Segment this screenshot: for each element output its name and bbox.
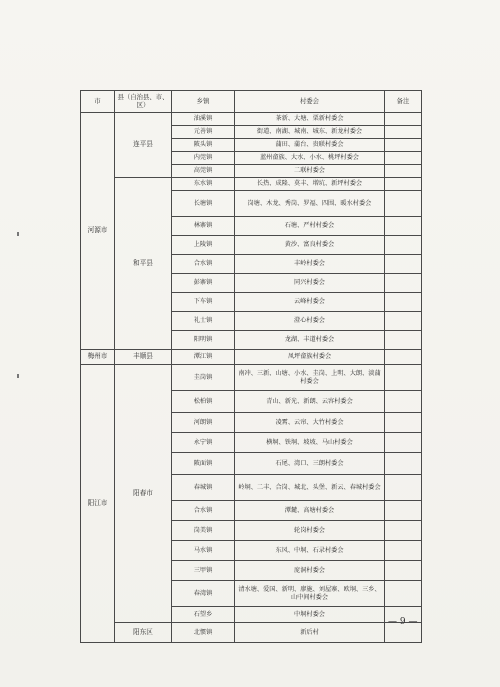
town-cell: 石望乡 (172, 607, 235, 623)
village-committee-cell: 丰岭村委会 (235, 255, 385, 274)
town-cell: 陂面镇 (172, 453, 235, 475)
table-body (81, 113, 422, 643)
town-cell: 东水镇 (172, 178, 235, 191)
remarks-cell (385, 139, 422, 152)
remarks-cell (385, 178, 422, 191)
village-committee-cell: 东风、中垌、石录村委会 (235, 541, 385, 561)
remarks-cell (385, 236, 422, 255)
remarks-cell (385, 191, 422, 217)
town-cell: 礼士镇 (172, 312, 235, 331)
city-cell: 梅州市 (81, 350, 115, 365)
county-cell: 和平县 (115, 178, 172, 350)
village-committee-cell: 凤坪畲族村委会 (235, 350, 385, 365)
village-committee-cell: 蒲田、蒲台、贵联村委会 (235, 139, 385, 152)
town-cell: 元善镇 (172, 126, 235, 139)
remarks-cell (385, 453, 422, 475)
remarks-cell (385, 165, 422, 178)
remarks-cell (385, 391, 422, 413)
county-cell: 丰顺县 (115, 350, 172, 365)
town-cell: 高莞镇 (172, 165, 235, 178)
remarks-cell (385, 255, 422, 274)
town-cell: 永宁镇 (172, 433, 235, 453)
town-cell: 长塘镇 (172, 191, 235, 217)
header-county: 县（自治县、市、区） (115, 91, 172, 113)
town-cell: 岗美镇 (172, 521, 235, 541)
city-cell: 阳江市 (81, 365, 115, 643)
town-cell: 三甲镇 (172, 561, 235, 581)
town-cell: 潭江镇 (172, 350, 235, 365)
village-committee-cell: 南冲、三新、山塘、小水、圭岗、上明、大朗、淡蒲村委会 (235, 365, 385, 391)
remarks-cell (385, 501, 422, 521)
remarks-cell (385, 433, 422, 453)
remarks-cell (385, 293, 422, 312)
village-committee-cell: 新后村 (235, 623, 385, 643)
village-committee-cell: 横垌、铁垌、坡坡、马山村委会 (235, 433, 385, 453)
town-cell: 北惯镇 (172, 623, 235, 643)
town-cell: 合水镇 (172, 501, 235, 521)
town-cell: 马水镇 (172, 541, 235, 561)
city-cell: 河源市 (81, 113, 115, 350)
town-cell: 上陵镇 (172, 236, 235, 255)
village-committee-cell: 清水塘、爱国、新明、廖施、刘屋寨、欧垌、三乡、山中间村委会 (235, 581, 385, 607)
village-committee-cell: 石尾、湾口、三朗村委会 (235, 453, 385, 475)
table-row (81, 350, 422, 365)
village-committee-cell: 青山、新光、新朗、云容村委会 (235, 391, 385, 413)
village-committee-cell: 茶新、大塘、栗新村委会 (235, 113, 385, 126)
village-committee-cell: 黄沙、富良村委会 (235, 236, 385, 255)
village-committee-cell: 石塘、严村村委会 (235, 217, 385, 236)
village-committee-cell: 轮岗村委会 (235, 521, 385, 541)
village-committee-cell: 长热、成隆、莫丰、増坑、新坪村委会 (235, 178, 385, 191)
table-row (81, 365, 422, 391)
town-cell: 春城镇 (172, 475, 235, 501)
town-cell: 下车镇 (172, 293, 235, 312)
village-committee-cell: 龙湖、丰道村委会 (235, 331, 385, 350)
remarks-cell (385, 413, 422, 433)
table-header-row (81, 91, 422, 113)
town-cell: 松柏镇 (172, 391, 235, 413)
town-cell: 河朗镇 (172, 413, 235, 433)
header-village-committee: 村委会 (235, 91, 385, 113)
village-committee-cell: 凌霄、云帘、大竹村委会 (235, 413, 385, 433)
village-committee-cell: 蓝州畲族、大水、小水、桃坪村委会 (235, 152, 385, 165)
page-number: — 9 — (388, 617, 418, 627)
town-cell: 彭寨镇 (172, 274, 235, 293)
remarks-cell (385, 521, 422, 541)
village-committee-cell: 同兴村委会 (235, 274, 385, 293)
remarks-cell (385, 152, 422, 165)
remarks-cell (385, 350, 422, 365)
table-row (81, 623, 422, 643)
remarks-cell (385, 561, 422, 581)
remarks-cell (385, 541, 422, 561)
town-cell: 合水镇 (172, 255, 235, 274)
county-cell: 阳东区 (115, 623, 172, 643)
village-committee-cell: 潭麓、高塘村委会 (235, 501, 385, 521)
table-row (81, 113, 422, 126)
town-cell: 圭岗镇 (172, 365, 235, 391)
county-cell: 连平县 (115, 113, 172, 178)
village-committee-cell: 中垌村委会 (235, 607, 385, 623)
remarks-cell (385, 113, 422, 126)
town-cell: 内莞镇 (172, 152, 235, 165)
town-cell: 春湾镇 (172, 581, 235, 607)
table-row (81, 178, 422, 191)
remarks-cell (385, 581, 422, 607)
header-remarks: 备注 (385, 91, 422, 113)
village-list-table (80, 90, 422, 643)
binding-mark (17, 374, 19, 378)
town-cell: 陂头镇 (172, 139, 235, 152)
village-committee-cell: 岗塘、木龙、秀岗、罗福、四围、暖水村委会 (235, 191, 385, 217)
village-committee-cell: 二联村委会 (235, 165, 385, 178)
county-cell: 阳春市 (115, 365, 172, 623)
village-committee-cell: 云峰村委会 (235, 293, 385, 312)
village-committee-cell: 岭垌、二丰、合岗、城北、头堡、新云、春城村委会 (235, 475, 385, 501)
header-town: 乡镇 (172, 91, 235, 113)
remarks-cell (385, 331, 422, 350)
binding-mark (17, 232, 19, 236)
remarks-cell (385, 217, 422, 236)
village-committee-cell: 庞洞村委会 (235, 561, 385, 581)
town-cell: 林寨镇 (172, 217, 235, 236)
village-committee-cell: 街道、南湖、城南、城东、新龙村委会 (235, 126, 385, 139)
remarks-cell (385, 274, 422, 293)
remarks-cell (385, 365, 422, 391)
remarks-cell (385, 312, 422, 331)
town-cell: 油溪镇 (172, 113, 235, 126)
header-city: 市 (81, 91, 115, 113)
remarks-cell (385, 126, 422, 139)
town-cell: 阳明镇 (172, 331, 235, 350)
village-committee-cell: 澄心村委会 (235, 312, 385, 331)
remarks-cell (385, 475, 422, 501)
